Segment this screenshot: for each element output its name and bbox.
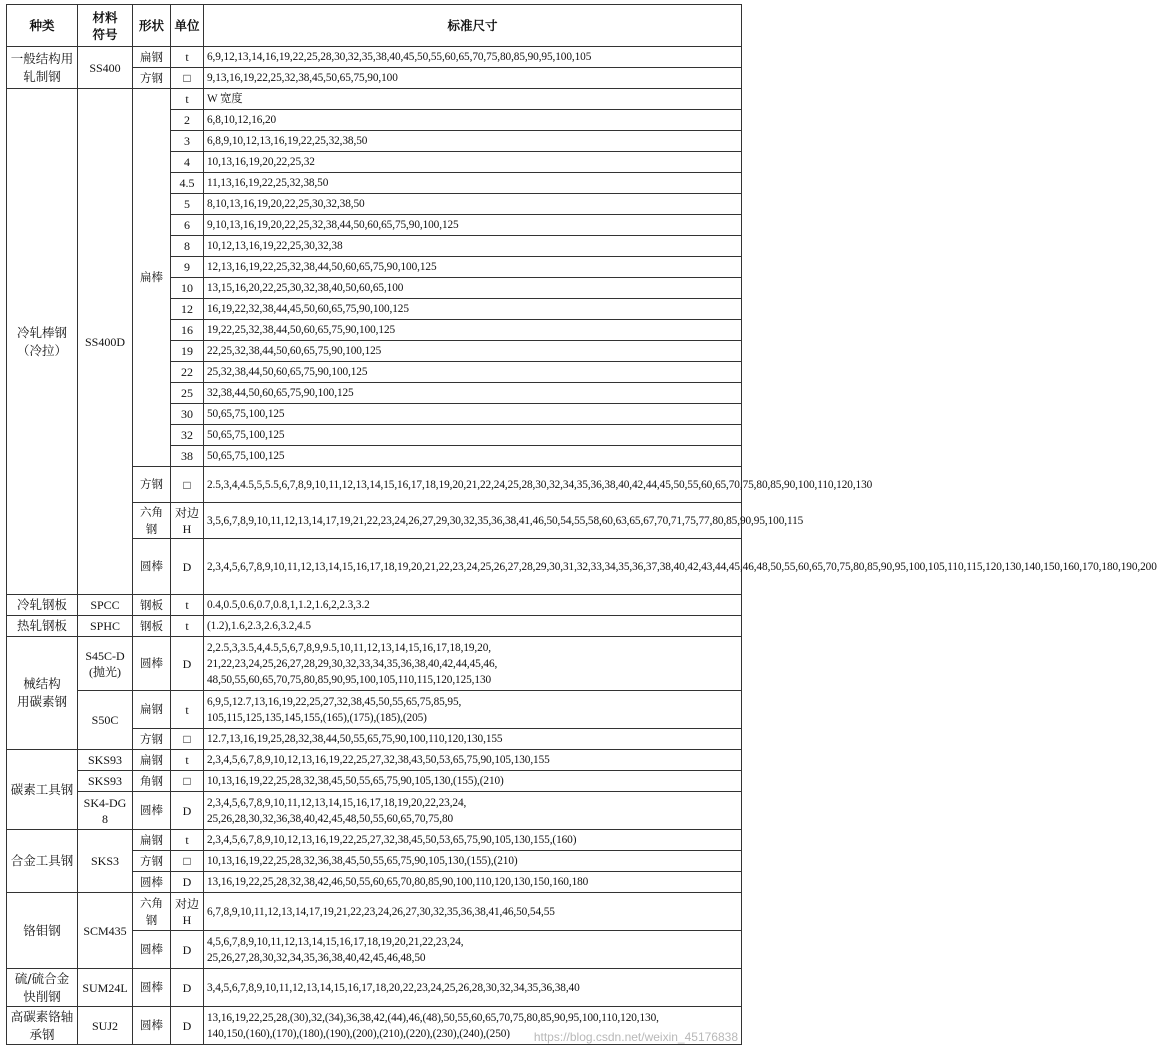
header-row bbox=[7, 5, 742, 47]
material-cell: SUM24L bbox=[78, 969, 133, 1007]
shape-cell: 扁钢 bbox=[133, 750, 171, 771]
dims-cell: 10,12,13,16,19,22,25,30,32,38 bbox=[204, 236, 742, 257]
table-row bbox=[7, 771, 742, 792]
dims-cell: 22,25,32,38,44,50,60,65,75,90,100,125 bbox=[204, 341, 742, 362]
unit-cell: D bbox=[171, 1007, 204, 1045]
dims-cell: 9,13,16,19,22,25,32,38,45,50,65,75,90,100 bbox=[204, 68, 742, 89]
dims-cell: 13,16,19,22,25,28,(30),32,(34),36,38,42,(44),46,(48),50,55,60,65,70,75,80,85,90,95,100,110,120,130, 140,150,(160),(170),(180),(190),(200),(210),(220),(230),(240),(250) bbox=[204, 1007, 742, 1045]
material-cell: S50C bbox=[78, 691, 133, 750]
table-row bbox=[7, 830, 742, 851]
table-row bbox=[7, 969, 742, 1007]
material-cell: SUJ2 bbox=[78, 1007, 133, 1045]
material-cell: SKS3 bbox=[78, 830, 133, 893]
unit-cell: t bbox=[171, 830, 204, 851]
table-row bbox=[7, 750, 742, 771]
table-row bbox=[7, 792, 742, 830]
unit-cell: 5 bbox=[171, 194, 204, 215]
unit-cell: 32 bbox=[171, 425, 204, 446]
dims-cell: 6,8,9,10,12,13,16,19,22,25,32,38,50 bbox=[204, 131, 742, 152]
dims-cell: 32,38,44,50,60,65,75,90,100,125 bbox=[204, 383, 742, 404]
table-row bbox=[7, 595, 742, 616]
unit-cell: 10 bbox=[171, 278, 204, 299]
dims-cell: 2.5,3,4,4.5,5,5.5,6,7,8,9,10,11,12,13,14,15,16,17,18,19,20,21,22,24,25,28,30,32,34,35,36,38,40,42,44,45,50,55,60,65,70,75,80,85,90,100,110,120,130 bbox=[204, 467, 742, 503]
dims-cell: 3,5,6,7,8,9,10,11,12,13,14,17,19,21,22,23,24,26,27,29,30,32,35,36,38,41,46,50,54,55,58,60,63,65,67,70,71,75,77,80,85,90,95,100,115 bbox=[204, 503, 742, 539]
unit-cell: 3 bbox=[171, 131, 204, 152]
kind-cell: 械结构 用碳素钢 bbox=[7, 637, 78, 750]
unit-cell: t bbox=[171, 89, 204, 110]
shape-cell: 角钢 bbox=[133, 771, 171, 792]
unit-cell: t bbox=[171, 750, 204, 771]
unit-cell: □ bbox=[171, 68, 204, 89]
unit-cell: D bbox=[171, 637, 204, 691]
unit-cell: D bbox=[171, 792, 204, 830]
dims-cell: (1.2),1.6,2.3,2.6,3.2,4.5 bbox=[204, 616, 742, 637]
shape-cell: 钢板 bbox=[133, 616, 171, 637]
dims-cell: 6,9,5,12.7,13,16,19,22,25,27,32,38,45,50,55,65,75,85,95, 105,115,125,135,145,155,(165),(175),(185),(205) bbox=[204, 691, 742, 729]
unit-cell: 6 bbox=[171, 215, 204, 236]
shape-cell: 圆棒 bbox=[133, 931, 171, 969]
dims-cell: 2,3,4,5,6,7,8,9,10,12,13,16,19,22,25,27,32,38,45,50,53,65,75,90,105,130,155,(160) bbox=[204, 830, 742, 851]
shape-cell: 方钢 bbox=[133, 729, 171, 750]
dims-cell: 6,7,8,9,10,11,12,13,14,17,19,21,22,23,24,26,27,30,32,35,36,38,41,46,50,54,55 bbox=[204, 893, 742, 931]
kind-cell: 碳素工具钢 bbox=[7, 750, 78, 830]
material-cell: S45C-D (抛光) bbox=[78, 637, 133, 691]
dims-cell: 12,13,16,19,22,25,32,38,44,50,60,65,75,90,100,125 bbox=[204, 257, 742, 278]
dims-cell: 10,13,16,19,22,25,28,32,38,45,50,55,65,75,90,105,130,(155),(210) bbox=[204, 771, 742, 792]
unit-cell: t bbox=[171, 47, 204, 68]
dims-cell: 0.4,0.5,0.6,0.7,0.8,1,1.2,1.6,2,2.3,3.2 bbox=[204, 595, 742, 616]
material-cell: SPHC bbox=[78, 616, 133, 637]
unit-cell: D bbox=[171, 539, 204, 595]
unit-cell: D bbox=[171, 931, 204, 969]
dims-cell: 2,3,4,5,6,7,8,9,10,12,13,16,19,22,25,27,32,38,43,50,53,65,75,90,105,130,155 bbox=[204, 750, 742, 771]
kind-cell: 冷轧钢板 bbox=[7, 595, 78, 616]
shape-cell: 扁钢 bbox=[133, 691, 171, 729]
kind-cell: 冷轧棒钢 （冷拉） bbox=[7, 89, 78, 595]
shape-cell: 方钢 bbox=[133, 467, 171, 503]
shape-cell: 圆棒 bbox=[133, 872, 171, 893]
unit-cell: 25 bbox=[171, 383, 204, 404]
dims-cell: 25,32,38,44,50,60,65,75,90,100,125 bbox=[204, 362, 742, 383]
unit-cell: 38 bbox=[171, 446, 204, 467]
unit-cell: □ bbox=[171, 851, 204, 872]
table-row bbox=[7, 616, 742, 637]
dims-cell: 13,16,19,22,25,28,32,38,42,46,50,55,60,65,70,80,85,90,100,110,120,130,150,160,180 bbox=[204, 872, 742, 893]
material-cell: SKS93 bbox=[78, 771, 133, 792]
dims-cell: 50,65,75,100,125 bbox=[204, 404, 742, 425]
shape-cell: 钢板 bbox=[133, 595, 171, 616]
dims-cell: 8,10,13,16,19,20,22,25,30,32,38,50 bbox=[204, 194, 742, 215]
table-row bbox=[7, 637, 742, 691]
spec-table-wrapper bbox=[6, 4, 1157, 1045]
table-row bbox=[7, 893, 742, 931]
header-material: 材料 符号 bbox=[78, 5, 133, 47]
unit-cell: 4 bbox=[171, 152, 204, 173]
dims-cell: 4,5,6,7,8,9,10,11,12,13,14,15,16,17,18,19,20,21,22,23,24, 25,26,27,28,30,32,34,35,36,38,40,42,45,46,48,50 bbox=[204, 931, 742, 969]
unit-cell: 对边 H bbox=[171, 893, 204, 931]
material-cell: SPCC bbox=[78, 595, 133, 616]
unit-cell: 对边 H bbox=[171, 503, 204, 539]
table-row bbox=[7, 89, 742, 110]
unit-cell: t bbox=[171, 595, 204, 616]
kind-cell: 热轧钢板 bbox=[7, 616, 78, 637]
shape-cell: 圆棒 bbox=[133, 792, 171, 830]
dims-cell: 9,10,13,16,19,20,22,25,32,38,44,50,60,65,75,90,100,125 bbox=[204, 215, 742, 236]
material-cell: SCM435 bbox=[78, 893, 133, 969]
unit-cell: □ bbox=[171, 771, 204, 792]
unit-cell: □ bbox=[171, 729, 204, 750]
header-shape: 形状 bbox=[133, 5, 171, 47]
shape-cell: 方钢 bbox=[133, 851, 171, 872]
dims-cell: 50,65,75,100,125 bbox=[204, 425, 742, 446]
dims-cell: 10,13,16,19,20,22,25,32 bbox=[204, 152, 742, 173]
dims-cell: 50,65,75,100,125 bbox=[204, 446, 742, 467]
shape-cell: 方钢 bbox=[133, 68, 171, 89]
shape-cell: 六角 钢 bbox=[133, 503, 171, 539]
dims-cell: 6,9,12,13,14,16,19,22,25,28,30,32,35,38,40,45,50,55,60,65,70,75,80,85,90,95,100,105 bbox=[204, 47, 742, 68]
header-unit: 单位 bbox=[171, 5, 204, 47]
material-cell: SS400 bbox=[78, 47, 133, 89]
steel-spec-table bbox=[6, 4, 1157, 1045]
material-cell: SK4-DG 8 bbox=[78, 792, 133, 830]
watermark: https://blog.csdn.net/weixin_45176838 bbox=[533, 1030, 738, 1044]
dims-cell: 19,22,25,32,38,44,50,60,65,75,90,100,125 bbox=[204, 320, 742, 341]
header-dims: 标准尺寸 bbox=[204, 5, 742, 47]
unit-cell: 16 bbox=[171, 320, 204, 341]
material-cell: SS400D bbox=[78, 89, 133, 595]
dims-cell: 2,2.5,3,3.5,4,4.5,5,6,7,8,9,9.5,10,11,12,13,14,15,16,17,18,19,20, 21,22,23,24,25,26,27,28,29,30,32,33,34,35,36,38,40,42,44,45,46, 48,50,55,60,65,70,75,80,85,90,95,100,105,110,115,120,125,130 bbox=[204, 637, 742, 691]
kind-cell: 铬钼钢 bbox=[7, 893, 78, 969]
unit-cell: 4.5 bbox=[171, 173, 204, 194]
kind-cell: 高碳素铬轴 承钢 bbox=[7, 1007, 78, 1045]
dims-cell: 2,3,4,5,6,7,8,9,10,11,12,13,14,15,16,17,18,19,20,21,22,23,24,25,26,27,28,29,30,31,32,33,34,35,36,37,38,40,42,43,44,45,46,48,50,55,60,65,70,75,80,85,90,95,100,105,110,115,120,130,140,150,160,170,180,190,200 bbox=[204, 539, 742, 595]
shape-cell: 扁棒 bbox=[133, 89, 171, 467]
kind-cell: 一般结构用 轧制钢 bbox=[7, 47, 78, 89]
unit-cell: t bbox=[171, 691, 204, 729]
shape-cell: 圆棒 bbox=[133, 1007, 171, 1045]
unit-cell: 12 bbox=[171, 299, 204, 320]
unit-cell: 30 bbox=[171, 404, 204, 425]
shape-cell: 扁钢 bbox=[133, 47, 171, 68]
material-cell: SKS93 bbox=[78, 750, 133, 771]
dims-cell: W 宽度 bbox=[204, 89, 742, 110]
kind-cell: 合金工具钢 bbox=[7, 830, 78, 893]
unit-cell: 8 bbox=[171, 236, 204, 257]
unit-cell: 22 bbox=[171, 362, 204, 383]
unit-cell: t bbox=[171, 616, 204, 637]
dims-cell: 3,4,5,6,7,8,9,10,11,12,13,14,15,16,17,18,20,22,23,24,25,26,28,30,32,34,35,36,38,40 bbox=[204, 969, 742, 1007]
dims-cell: 10,13,16,19,22,25,28,32,36,38,45,50,55,65,75,90,105,130,(155),(210) bbox=[204, 851, 742, 872]
unit-cell: □ bbox=[171, 467, 204, 503]
table-row bbox=[7, 691, 742, 729]
table-row bbox=[7, 47, 742, 68]
header-kind: 种类 bbox=[7, 5, 78, 47]
kind-cell: 硫/硫合金 快削钢 bbox=[7, 969, 78, 1007]
shape-cell: 圆棒 bbox=[133, 539, 171, 595]
dims-cell: 11,13,16,19,22,25,32,38,50 bbox=[204, 173, 742, 194]
unit-cell: 9 bbox=[171, 257, 204, 278]
dims-cell: 16,19,22,32,38,44,45,50,60,65,75,90,100,125 bbox=[204, 299, 742, 320]
dims-cell: 2,3,4,5,6,7,8,9,10,11,12,13,14,15,16,17,18,19,20,22,23,24, 25,26,28,30,32,36,38,40,42,45,48,50,55,60,65,70,75,80 bbox=[204, 792, 742, 830]
dims-cell: 12.7,13,16,19,25,28,32,38,44,50,55,65,75,90,100,110,120,130,155 bbox=[204, 729, 742, 750]
dims-cell: 13,15,16,20,22,25,30,32,38,40,50,60,65,100 bbox=[204, 278, 742, 299]
unit-cell: 2 bbox=[171, 110, 204, 131]
shape-cell: 六角 钢 bbox=[133, 893, 171, 931]
shape-cell: 扁钢 bbox=[133, 830, 171, 851]
unit-cell: D bbox=[171, 969, 204, 1007]
dims-cell: 6,8,10,12,16,20 bbox=[204, 110, 742, 131]
unit-cell: 19 bbox=[171, 341, 204, 362]
shape-cell: 圆棒 bbox=[133, 637, 171, 691]
shape-cell: 圆棒 bbox=[133, 969, 171, 1007]
unit-cell: D bbox=[171, 872, 204, 893]
